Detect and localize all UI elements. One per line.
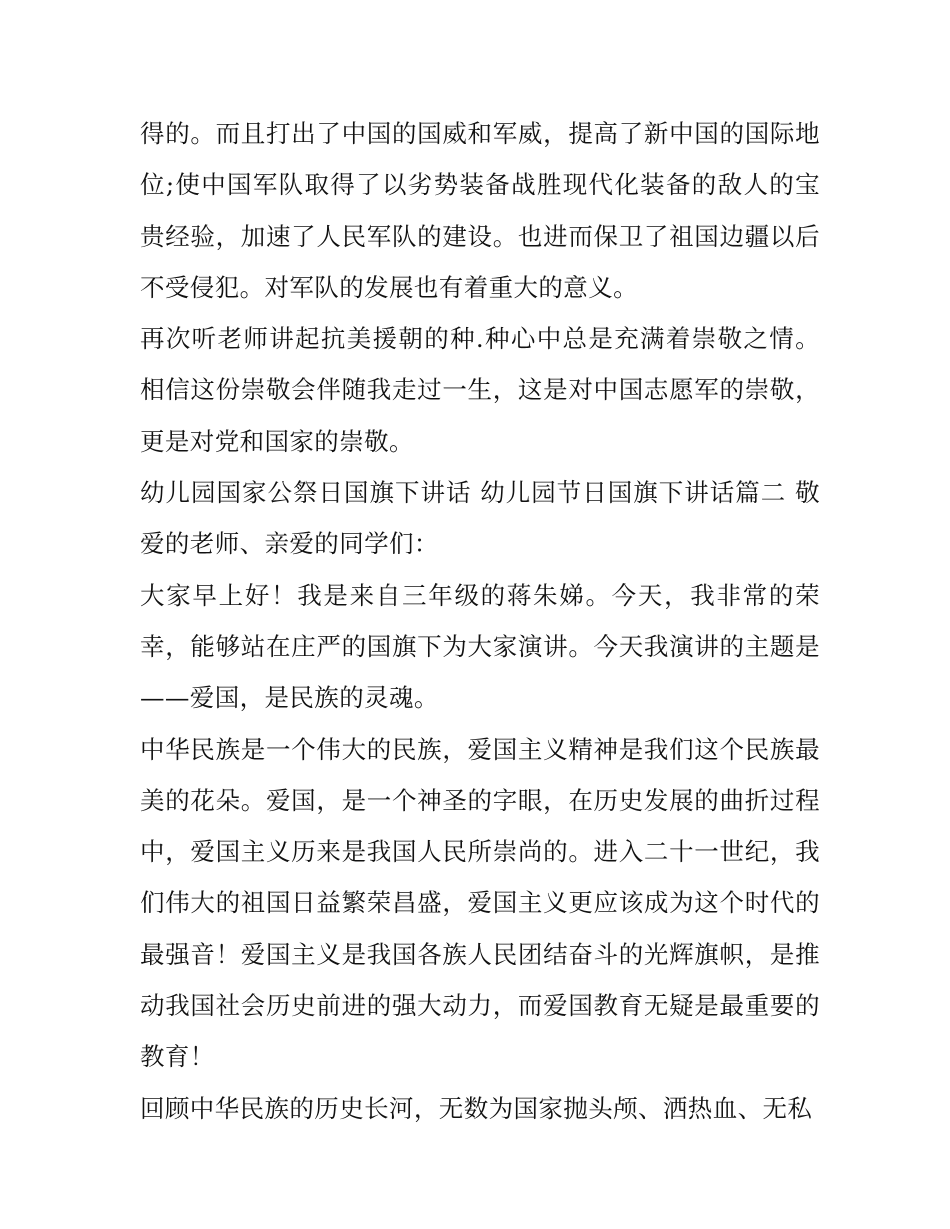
paragraph-5: 中华民族是一个伟大的民族，爱国主义精神是我们这个民族最美的花朵。爱国，是一个神圣的字眼，在历史发展的曲折过程中，爱国主义历来是我国人民所崇尚的。进入二十一世纪，我们伟大的祖国日益繁荣昌盛，爱国主义更应该成为这个时代的最强音！爱国主义是我国各族人民团结奋斗的光辉旗帜，是推动我国社会历史前进的强大动力，而爱国教育无疑是最重要的教育！ bbox=[140, 734, 820, 1072]
paragraph-4: 大家早上好！我是来自三年级的蒋朱娣。今天，我非常的荣幸，能够站在庄严的国旗下为大家演讲。今天我演讲的主题是——爱国，是民族的灵魂。 bbox=[140, 580, 820, 713]
paragraph-1: 得的。而且打出了中国的国威和军威，提高了新中国的国际地位;使中国军队取得了以劣势装备战胜现代化装备的敌人的宝贵经验，加速了人民军队的建设。也进而保卫了祖国边疆以后不受侵犯。对军队的发展也有着重大的意义。 bbox=[140, 119, 820, 302]
document-page bbox=[140, 108, 820, 1134]
paragraph-6: 回顾中华民族的历史长河，无数为国家抛头颅、洒热血、无私 bbox=[140, 1093, 813, 1123]
paragraph-3: 幼儿园国家公祭日国旗下讲话 幼儿园节日国旗下讲话篇二 敬爱的老师、亲爱的同学们： bbox=[140, 478, 820, 559]
paragraph-2: 再次听老师讲起抗美援朝的种.种心中总是充满着崇敬之情。相信这份崇敬会伴随我走过一生，这是对中国志愿军的崇敬，更是对党和国家的崇敬。 bbox=[140, 324, 820, 456]
